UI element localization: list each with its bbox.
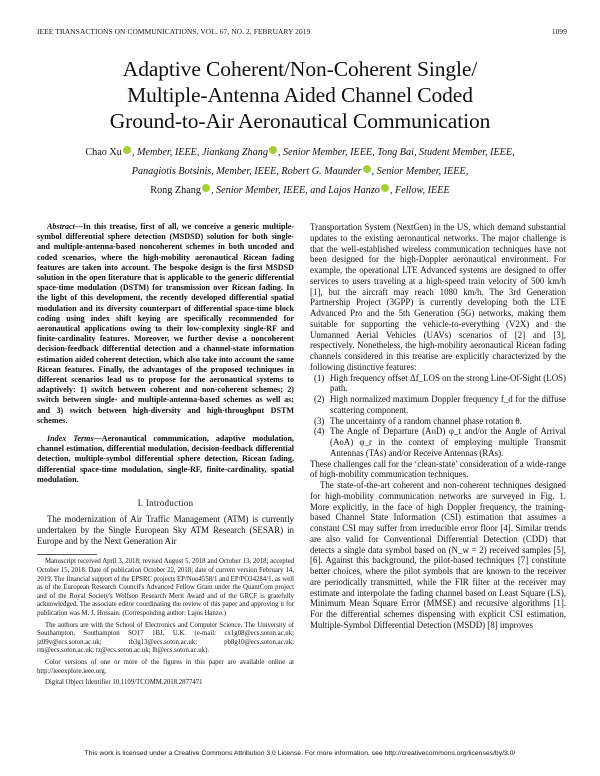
- footnote: Color versions of one or more of the figures in this paper are available online at http://ieeexplore.ieee.org.: [37, 658, 294, 675]
- list-item: (3) The uncertainty of a random channel phase rotation θ.: [314, 415, 522, 426]
- paragraph: These challenges call for the ‘clean-state’ consideration of a wide-range of high-mobility communication techniques.: [310, 458, 566, 480]
- running-header: [37, 27, 567, 36]
- journal-name: IEEE TRANSACTIONS ON COMMUNICATIONS, VOL. 67, NO. 2, FEBRUARY 2019: [37, 27, 311, 36]
- feature-list: [310, 373, 566, 459]
- footnote: The authors are with the School of Electronics and Computer Science, The University of Southampton, Southampton SO17 1BJ, U.K. (e-mail: cx1g08@ecs.soton.ac.uk; jz09v@ecs.soton.ac.uk; tb3g13@ecs.soton.ac.uk; pb8g10@ecs.soton.ac.uk; rm@ecs.soton.ac.uk; rz@ecs.soton.ac.uk; lh@ecs.soton.ac.uk).: [37, 621, 294, 655]
- list-item: (2) High normalized maximum Doppler frequency f_d for the diffuse scattering component.: [314, 394, 566, 415]
- author-list: [40, 143, 560, 200]
- section-heading: I. Introduction: [137, 498, 194, 509]
- footnote-rule: [37, 554, 97, 555]
- paper-title: [40, 56, 560, 134]
- license-footer: This work is licensed under a Creative Commons Attribution 3.0 License. For more information, see http://creativecommons.org/licenses/by/3.0/: [84, 750, 516, 757]
- index-terms: Index Terms—Aeronautical communication, adaptive modulation, channel estimation, differential modulation, decision-feedback differential detection, multiple-symbol differential sphere detection, Ricean fading, differential space-time modulation, single-RF, finite-cardinality, spatial modulation.: [37, 434, 295, 484]
- author-line: Panagiotis Botsinis, Member, IEEE, Robert G. Maunder , Senior Member, IEEE,: [131, 166, 469, 177]
- intro-paragraph: The modernization of Air Traffic Management (ATM) is currently undertaken by the Single European Sky ATM Research (SESAR) in Europe and by the Next Generation Air: [37, 514, 294, 546]
- title-line: Multiple-Antenna Aided Channel Coded: [127, 83, 473, 107]
- footnote: Manuscript received April 3, 2018; revised August 5, 2018 and October 13, 2018; accepted October 15, 2018. Date of publication October 22, 2018; date of current version February 14, 2019. The financial support of the EPSRC projects EP/Noo4558/1 and EP/PO34284/1, as well as of the European Research Council's Advanced Fellow Grant under the QuantCom project and of the Royal Society's Wolfson Research Merit Award and of the GRCF is gratefully acknowledged. The associate editor coordinating the review of this paper and approving it for publication was M. J. Hossain. (Corresponding author: Lajos Hanzo.): [37, 558, 294, 617]
- list-item: (1) High frequency offset Δf_LOS on the strong Line-Of-Sight (LOS) path.: [314, 372, 566, 394]
- left-column: [37, 222, 294, 688]
- orcid-icon[interactable]: [363, 165, 371, 173]
- right-column: [310, 222, 566, 631]
- paragraph: The state-of-the-art coherent and non-coherent techniques designed for high-mobility communication networks are surveyed in Fig. 1. More explicitly, in the face of high Doppler frequency, the training-based Channel State Information (CSI) estimation that assumes a constant CSI may suffer from irreducible error floor [4]. Similar trends are also valid for Conventional Differential Detection (CDD) that detects a single data symbol based on (N_w = 2) received samples [5], [6]. Against this background, the pilot-based techniques [7] constitute better choices, where the pilot symbols that are known to the receiver are periodically transmitted, while the FIR filter at the receiver may estimate and interpolate the fading channel based on Least Square (LS), Minimum Mean Square Error (MMSE) and recursive algorithms [1]. For the differential schemes dispensing with explicit CSI estimation, Multiple-Symbol Differential Detection (MSDD) [8] improves: [310, 480, 566, 630]
- footnote: Digital Object Identifier 10.1109/TCOMM.2018.2877471: [45, 679, 203, 687]
- page-number: 1099: [551, 27, 567, 36]
- list-item: (4) The Angle of Departure (AoD) φ_t and/or the Angle of Arrival (AoA) φ_r in the context of employing multiple Transmit Antennas (TAs) and/or Receive Antennas (RAs).: [314, 426, 566, 458]
- paragraph: Transportation System (NextGen) in the US, which demand substantial updates to the existing aeronautical networks. The major challenge is that the well-established wireless communication techniques have not been designed for the high-Doppler aeronautical environment. For example, the operational LTE Advanced systems are designed to offer services to users traveling at a high-speed train velocity of 500 km/h [1], but the aircraft may reach 1080 km/h. The 3rd Generation Partnership Project (3GPP) is currently developing both the LTE Advanced Pro and the 5th Generation (5G) networks, making them suitable for supporting the vehicle-to-everything (V2X) and the Unmanned Aerial Vehicles (UAVs) scenarios of [2] and [3], respectively. Nonetheless, the high-mobility aeronautical Ricean fading channels considered in this treatise are explicitly characterized by the following distinctive features:: [310, 222, 566, 372]
- title-line: Ground-to-Air Aeronautical Communication: [109, 109, 491, 133]
- author-line: Chao Xu , Member, IEEE, Jiankang Zhang , Senior Member, IEEE, Tong Bai, Student Member, IEEE,: [85, 147, 515, 158]
- orcid-icon[interactable]: [123, 146, 131, 154]
- orcid-icon[interactable]: [381, 184, 389, 192]
- orcid-icon[interactable]: [269, 146, 277, 154]
- abstract: Abstract—In this treatise, first of all, we conceive a generic multiple-symbol differential sphere detection (MSDSD) solution for both single- and multiple-antenna-based noncoherent schemes in both uncoded and coded scenarios, where the high-mobility aeronautical Ricean fading features are taken into account. The bespoke design is the first MSDSD solution in the open literature that is applicable to the generic differential space-time modulation (DSTM) for transmission over Ricean fading. In the light of this development, the recently developed differential spatial modulation and its diversity counterpart of differential space-time block coding using index shift keying are specifically recommended for aeronautical applications owing to their low-complexity single-RF and finite-cardinality features. Moreover, we further devise a noncoherent decision-feedback differential detection and a channel-state information estimation aided coherent detection, which also take into account the same Ricean features. Finally, the advantages of the proposed techniques in different scenarios lead us to propose for the aeronautical systems to adaptively: 1) switch between coherent and non-coherent schemes; 2) switch between single- and multiple-antenna-based schemes as well as; and 3) switch between high-diversity and high-throughput DSTM schemes.: [37, 222, 294, 425]
- orcid-icon[interactable]: [202, 184, 210, 192]
- title-line: Adaptive Coherent/Non-Coherent Single/: [122, 57, 478, 81]
- author-line: Rong Zhang , Senior Member, IEEE, and Lajos Hanzo , Fellow, IEEE: [150, 185, 450, 196]
